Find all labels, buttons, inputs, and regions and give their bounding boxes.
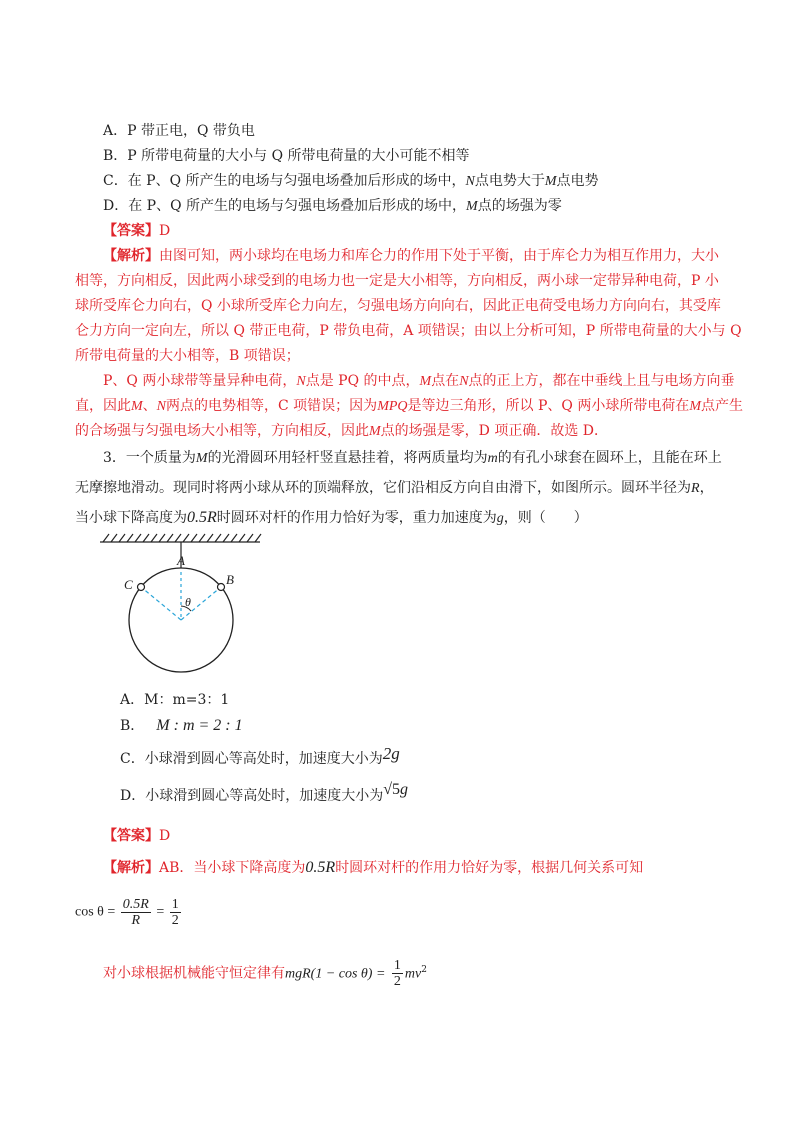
option-d: D．在 P、Q 所产生的电场与匀强电场叠加后形成的场中，M点的场强为零 <box>103 198 562 214</box>
q3-option-a: A．M：m=3：1 <box>120 692 230 708</box>
q3-option-c: C．小球滑到圆心等高处时，加速度大小为2g <box>120 744 400 767</box>
label-c: C <box>124 577 133 592</box>
q3-stem-line-1: 3．一个质量为M的光滑圆环用轻杆竖直悬挂着，将两质量均为m的有孔小球套在圆环上，且能在环上 <box>103 450 722 466</box>
analysis-line-4: 仑力方向一定向左，所以 Q 带正电荷，P 带负电荷，A 项错误；由以上分析可知，P 所带电荷量的大小与 Q <box>75 323 742 339</box>
q3-answer-line: 【答案】D <box>103 828 171 844</box>
equation-cos-theta: cos θ = $\frac{0.5R}{R}$ = $\frac{1}{2}$ <box>75 897 179 928</box>
ring-figure <box>95 530 265 680</box>
q3-option-d: D．小球滑到圆心等高处时，加速度大小为√5g <box>120 781 409 804</box>
option-a: A．P 带正电，Q 带负电 <box>103 123 255 139</box>
analysis-line-5: 所带电荷量的大小相等，B 项错误； <box>75 348 300 364</box>
label-theta: θ <box>185 595 191 609</box>
ceiling-hatch <box>100 534 261 542</box>
analysis-line-1: 【解析】由图可知，两小球均在电场力和库仑力的作用下处于平衡，由于库仑力为相互作用力，大小 <box>103 248 719 264</box>
radius-to-c <box>141 587 181 620</box>
label-b: B <box>226 572 234 587</box>
q3-option-b: B． M : m = 2 : 1 <box>120 717 243 734</box>
ball-b <box>218 584 225 591</box>
answer-line: 【答案】D <box>103 223 171 239</box>
label-a: A <box>177 553 185 568</box>
ball-c <box>138 584 145 591</box>
analysis-line-3: 球所受库仑力向右，Q 小球所受库仑力向左，匀强电场方向向右，因此正电荷受电场力方向向右，其受库 <box>75 298 721 314</box>
analysis-p2-line-1: P、Q 两小球带等量异种电荷，N点是 PQ 的中点，M点在N点的正上方，都在中垂线上且与电场方向垂 <box>103 373 735 389</box>
q3-stem-line-3: 当小球下降高度为0.5R时圆环对杆的作用力恰好为零，重力加速度为g，则（ ） <box>75 509 588 526</box>
q3-analysis-line-1: 【解析】AB．当小球下降高度为0.5R时圆环对杆的作用力恰好为零，根据几何关系可知 <box>103 859 644 876</box>
analysis-p2-line-3: 的合场强与匀强电场大小相等，方向相反，因此M点的场强是零，D 项正确．故选 D． <box>75 423 609 439</box>
option-b: B．P 所带电荷量的大小与 Q 所带电荷量的大小可能不相等 <box>103 148 470 164</box>
q3-stem-line-2: 无摩擦地滑动。现同时将两小球从环的顶端释放，它们沿相反方向自由滑下，如图所示。圆环半径为R， <box>75 480 714 496</box>
analysis-line-2: 相等，方向相反，因此两小球受到的电场力也一定是大小相等，方向相反，两小球一定带异种电荷，P 小 <box>75 273 719 289</box>
option-c: C．在 P、Q 所产生的电场与匀强电场叠加后形成的场中，N点电势大于M点电势 <box>103 173 599 189</box>
analysis-p2-line-2: 直，因此M、N两点的电势相等，C 项错误；因为MPQ是等边三角形，所以 P、Q 两小球所带电荷在M点产生 <box>75 398 743 414</box>
energy-equation: 对小球根据机械能守恒定律有mgR(1 − cos θ) = $\frac{1}{2}$ $mv^2$ <box>103 958 427 989</box>
